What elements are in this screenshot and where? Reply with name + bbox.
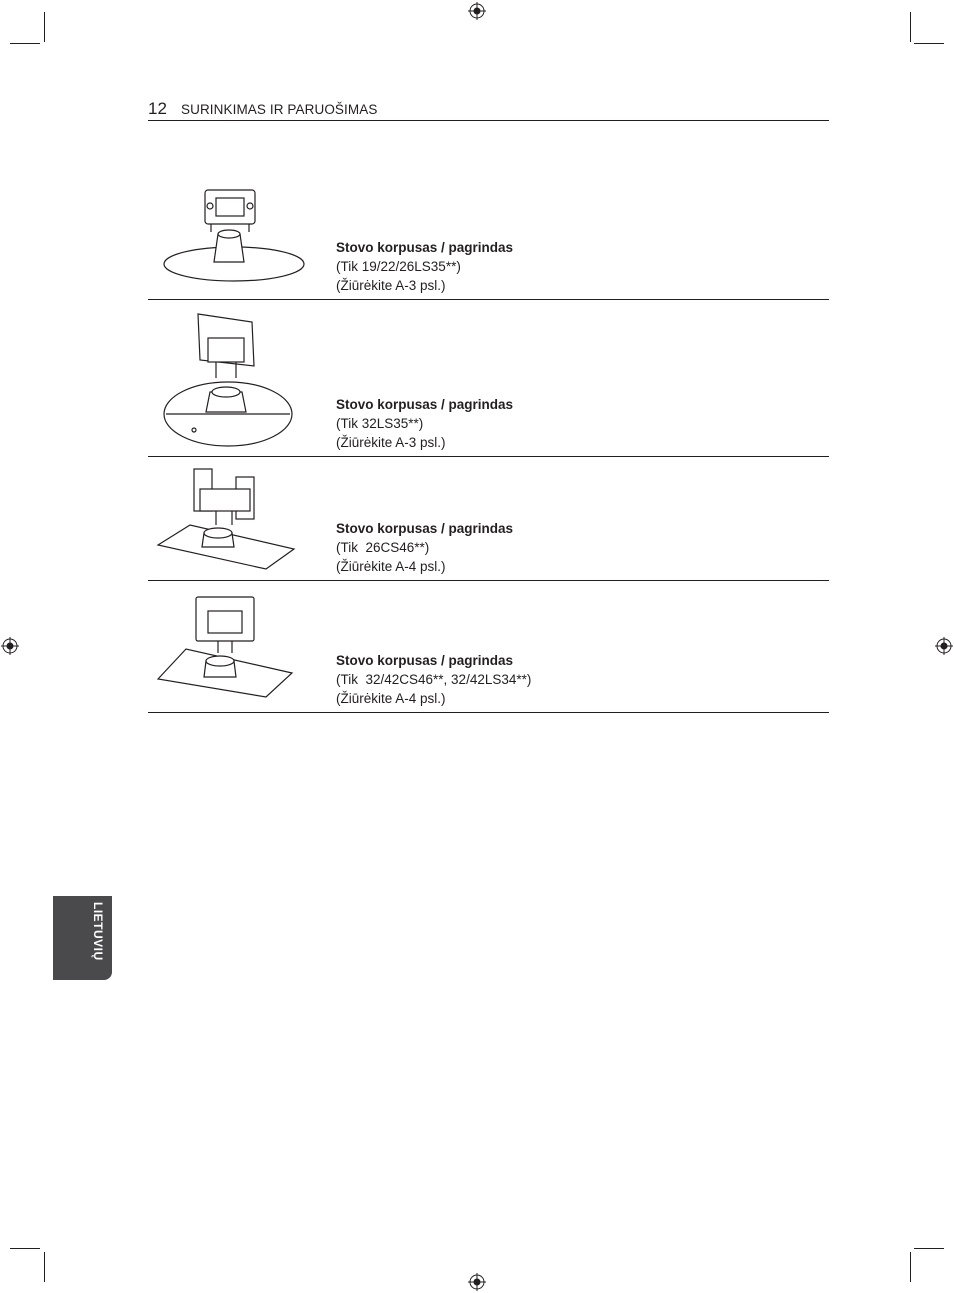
- list-item: [148, 180, 829, 300]
- registration-mark-icon: [468, 1273, 486, 1291]
- item-reference: (Žiūrėkite A-4 psl.): [336, 691, 446, 706]
- page-number: 12: [148, 99, 167, 118]
- crop-mark-br-v: [910, 1252, 911, 1282]
- list-item: [148, 300, 829, 457]
- crop-mark-tl-h: [10, 43, 40, 44]
- item-reference: (Žiūrėkite A-3 psl.): [336, 435, 446, 450]
- item-model: (Tik 26CS46**): [336, 540, 430, 555]
- item-title: Stovo korpusas / pagrindas: [336, 240, 514, 255]
- crop-mark-bl-h: [10, 1248, 40, 1249]
- stand-body-base-illustration-icon: [156, 463, 306, 575]
- stand-body-base-illustration-icon: [156, 184, 306, 284]
- crop-mark-tr-h: [914, 43, 944, 44]
- item-model: (Tik 32/42CS46**, 32/42LS34**): [336, 672, 532, 687]
- item-title: Stovo korpusas / pagrindas: [336, 521, 514, 536]
- stand-body-base-illustration-icon: [156, 593, 306, 705]
- list-item: [148, 581, 829, 713]
- crop-mark-bl-v: [44, 1252, 45, 1282]
- item-model: (Tik 32LS35**): [336, 416, 424, 431]
- item-description: [336, 395, 513, 452]
- item-reference: (Žiūrėkite A-4 psl.): [336, 559, 446, 574]
- item-title: Stovo korpusas / pagrindas: [336, 653, 514, 668]
- language-label: LIETUVIŲ: [91, 902, 105, 961]
- page-header: [148, 98, 829, 121]
- stand-body-base-illustration-icon: [156, 308, 306, 456]
- item-model: (Tik 19/22/26LS35**): [336, 259, 461, 274]
- language-tab: [53, 896, 112, 980]
- crop-mark-tl-v: [44, 12, 45, 42]
- list-item: [148, 457, 829, 581]
- registration-mark-icon: [935, 637, 953, 655]
- registration-mark-icon: [468, 2, 486, 20]
- item-title: Stovo korpusas / pagrindas: [336, 397, 514, 412]
- item-description: [336, 519, 513, 576]
- crop-mark-tr-v: [910, 12, 911, 42]
- registration-mark-icon: [1, 637, 19, 655]
- item-description: [336, 651, 531, 708]
- crop-mark-br-h: [914, 1248, 944, 1249]
- section-title: SURINKIMAS IR PARUOŠIMAS: [181, 102, 378, 117]
- item-reference: (Žiūrėkite A-3 psl.): [336, 278, 446, 293]
- item-description: [336, 238, 513, 295]
